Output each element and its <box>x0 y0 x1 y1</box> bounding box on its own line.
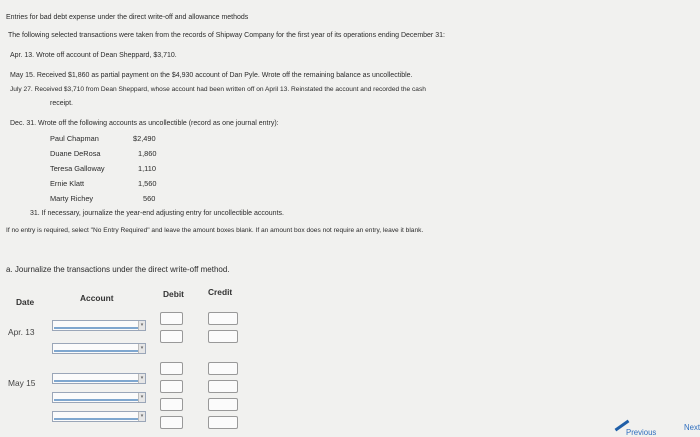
account-amount: 560 <box>143 194 156 203</box>
next-button[interactable]: Next <box>684 423 700 432</box>
debit-input[interactable] <box>160 330 183 343</box>
entry-date: Apr. 13 <box>8 327 35 337</box>
credit-input[interactable] <box>208 362 238 375</box>
account-name: Ernie Klatt <box>50 179 85 188</box>
debit-input[interactable] <box>160 380 183 393</box>
account-amount: $2,490 <box>133 134 156 143</box>
entry-date: May 15 <box>8 378 36 388</box>
chevron-down-icon: ▾ <box>138 393 145 402</box>
intro-text: The following selected transactions were taken from the records of Shipway Company for the first year of its operations ending December 31: <box>8 32 445 39</box>
account-name: Paul Chapman <box>50 134 99 143</box>
chevron-down-icon: ▾ <box>138 321 145 330</box>
previous-button[interactable]: Previous <box>626 428 657 437</box>
account-select[interactable] <box>52 392 146 403</box>
transaction-jul27-cont: receipt. <box>50 100 73 107</box>
chevron-down-icon: ▾ <box>138 374 145 383</box>
account-amount: 1,860 <box>138 149 157 158</box>
credit-input[interactable] <box>208 330 238 343</box>
account-amount: 1,560 <box>138 179 157 188</box>
instruction-text: If no entry is required, select "No Entry Required" and leave the amount boxes blank. If an amount box does not require an entry, leave it blank. <box>6 227 424 234</box>
transaction-may15: May 15. Received $1,860 as partial payment on the $4,930 account of Dan Pyle. Wrote off the remaining balance as uncollectible. <box>10 72 413 79</box>
debit-input[interactable] <box>160 312 183 325</box>
debit-input[interactable] <box>160 398 183 411</box>
account-amount: 1,110 <box>138 164 156 173</box>
credit-input[interactable] <box>208 380 238 393</box>
credit-input[interactable] <box>208 416 238 429</box>
chevron-down-icon: ▾ <box>138 412 145 421</box>
credit-column-header: Credit <box>208 287 233 297</box>
credit-input[interactable] <box>208 398 238 411</box>
transaction-dec31: Dec. 31. Wrote off the following accounts as uncollectible (record as one journal entry): <box>10 120 279 127</box>
account-select[interactable] <box>52 343 146 354</box>
transaction-jul27: July 27. Received $3,710 from Dean Sheppard, whose account had been written off on April 13. Reinstated the account and recorded the cash <box>10 86 426 93</box>
debit-input[interactable] <box>160 416 183 429</box>
step-31-text: 31. If necessary, journalize the year-end adjusting entry for uncollectible accounts. <box>30 210 284 217</box>
account-select[interactable] <box>52 320 146 331</box>
debit-input[interactable] <box>160 362 183 375</box>
transaction-apr13: Apr. 13. Wrote off account of Dean Sheppard, $3,710. <box>10 52 177 59</box>
page-title: Entries for bad debt expense under the direct write-off and allowance methods <box>6 14 249 21</box>
credit-input[interactable] <box>208 312 238 325</box>
account-select[interactable] <box>52 411 146 422</box>
account-name: Teresa Galloway <box>50 164 105 173</box>
account-column-header: Account <box>80 293 114 303</box>
date-column-header: Date <box>16 297 35 307</box>
account-name: Marty Richey <box>50 194 94 203</box>
account-name: Duane DeRosa <box>50 149 101 158</box>
debit-column-header: Debit <box>163 289 184 299</box>
part-a-heading: a. Journalize the transactions under the direct write-off method. <box>6 265 230 274</box>
account-select[interactable] <box>52 373 146 384</box>
chevron-down-icon: ▾ <box>138 344 145 353</box>
